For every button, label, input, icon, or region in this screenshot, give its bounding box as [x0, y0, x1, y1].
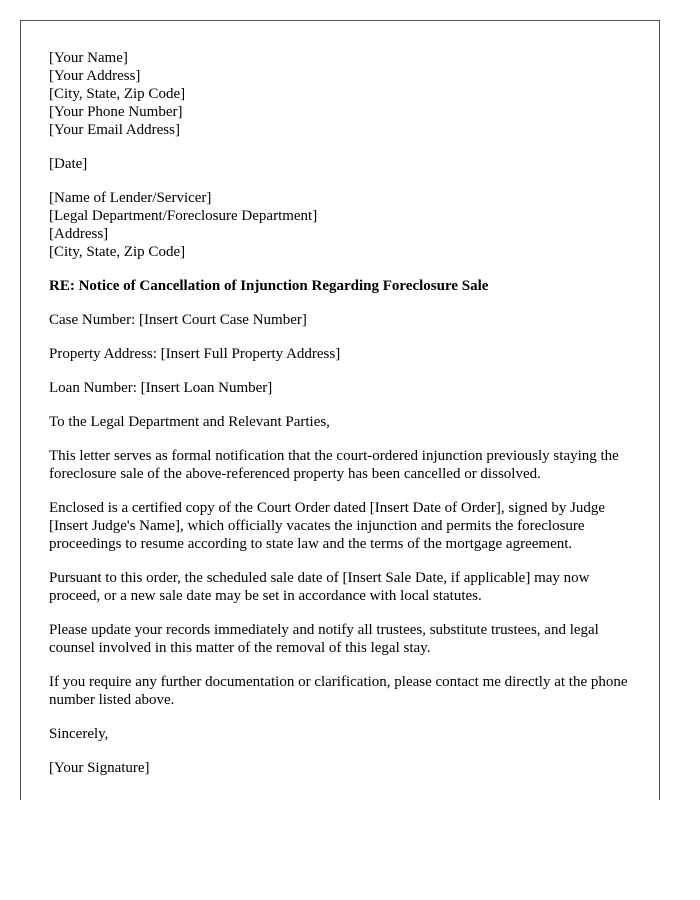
- letter-body: [49, 49, 639, 793]
- recipient-department: [Legal Department/Foreclosure Department]: [49, 208, 318, 224]
- paragraph-update-records: Please update your records immediately and notify all trustees, substitute trustees, and legal counsel involved in this matter of the removal of this legal stay.: [49, 622, 599, 656]
- sender-block: [49, 49, 639, 139]
- sender-address: [Your Address]: [49, 68, 141, 84]
- subject-line: RE: Notice of Cancellation of Injunction Regarding Foreclosure Sale: [49, 278, 489, 294]
- date-block: [49, 155, 639, 173]
- paragraph-contact: If you require any further documentation or clarification, please contact me directly at the phone number listed above.: [49, 674, 628, 708]
- recipient-city-state-zip: [City, State, Zip Code]: [49, 244, 186, 260]
- sender-email: [Your Email Address]: [49, 122, 180, 138]
- paragraph-sale-date: Pursuant to this order, the scheduled sale date of [Insert Sale Date, if applicable] may now proceed, or a new sale date may be set in accordance with local statutes.: [49, 570, 590, 604]
- loan-number: Loan Number: [Insert Loan Number]: [49, 380, 273, 396]
- salutation: To the Legal Department and Relevant Parties,: [49, 414, 330, 430]
- property-address: Property Address: [Insert Full Property Address]: [49, 346, 341, 362]
- sender-phone: [Your Phone Number]: [49, 104, 183, 120]
- case-number: Case Number: [Insert Court Case Number]: [49, 312, 307, 328]
- sender-name: [Your Name]: [49, 50, 128, 66]
- paragraph-enclosure: Enclosed is a certified copy of the Court Order dated [Insert Date of Order], signed by Judge [Insert Judge's Name], which officially vacates the injunction and permits the foreclosure proceedings to resume according to state law and the terms of the mortgage agreement.: [49, 500, 606, 552]
- closing: Sincerely,: [49, 726, 109, 742]
- sender-city-state-zip: [City, State, Zip Code]: [49, 86, 186, 102]
- recipient-block: [49, 189, 639, 261]
- recipient-name: [Name of Lender/Servicer]: [49, 190, 212, 206]
- letter-page: [20, 20, 660, 800]
- signature-placeholder: [Your Signature]: [49, 760, 150, 776]
- recipient-address: [Address]: [49, 226, 109, 242]
- letter-date: [Date]: [49, 156, 88, 172]
- paragraph-notification: This letter serves as formal notification that the court-ordered injunction previously staying the foreclosure sale of the above-referenced property has been cancelled or dissolved.: [49, 448, 619, 482]
